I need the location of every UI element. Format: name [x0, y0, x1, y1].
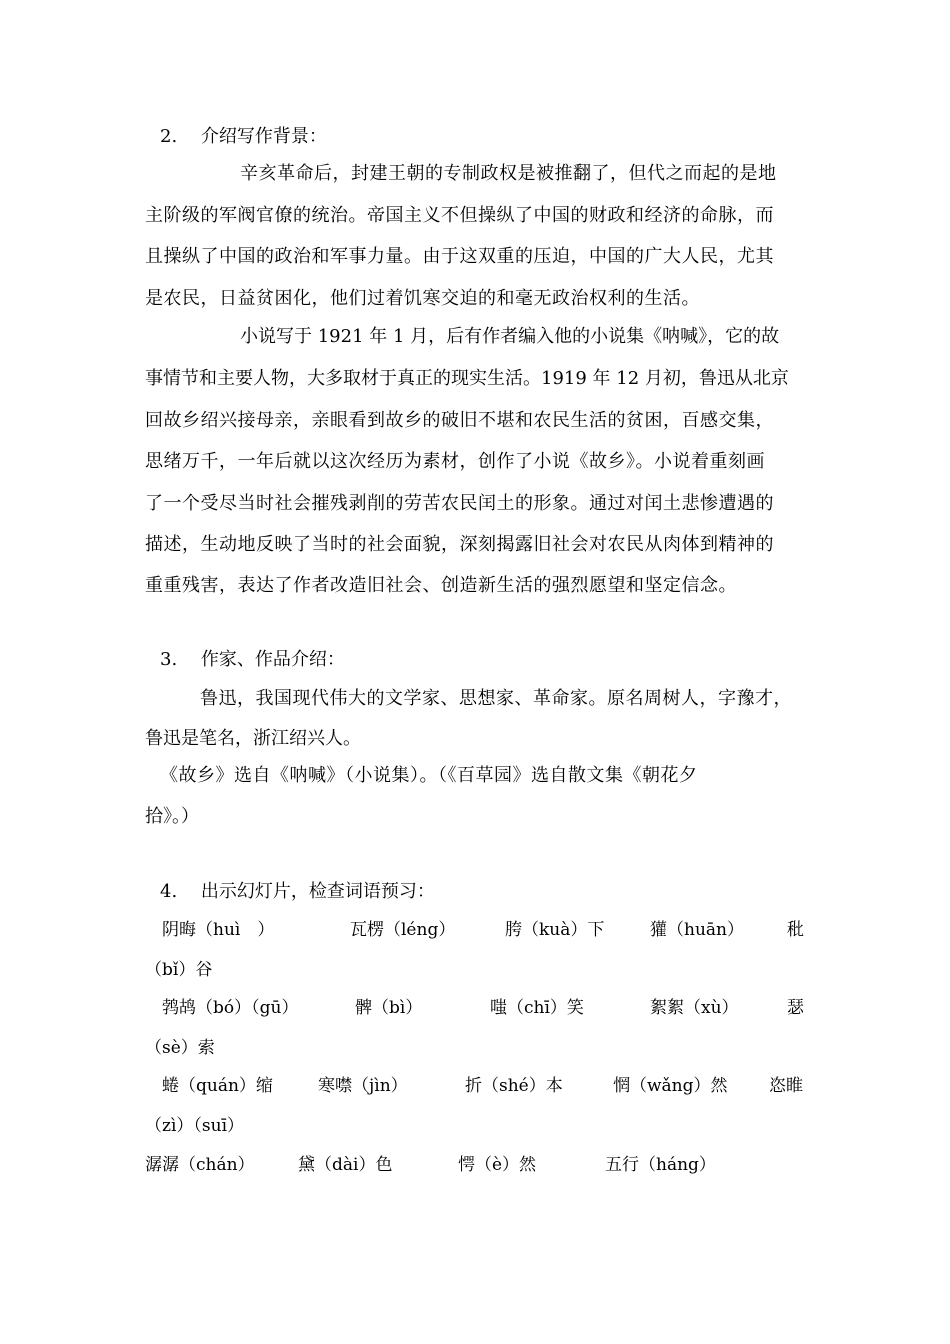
vocab-item: 胯（kuà）下	[505, 920, 605, 940]
author-para1-line1: 鲁迅，我国现代伟大的文学家、思想家、革命家。原名周树人，字豫才，	[200, 688, 792, 709]
author-para1-line2: 鲁迅是笔名，浙江绍兴人。	[145, 728, 361, 749]
vocab-item: 鹁鸪（bó）（gū）	[162, 998, 299, 1018]
background-para1-line3: 且操纵了中国的政治和军事力量。由于这双重的压迫，中国的广大人民，尤其	[145, 246, 774, 267]
vocab-item: 瓦楞（léng）	[350, 920, 456, 940]
vocab-item: 髀（bì）	[355, 998, 423, 1018]
vocab-item: 愕（è）然	[458, 1155, 537, 1175]
vocab-item: 嗤（chī）笑	[490, 998, 584, 1018]
vocab-item: 獾（huān）	[650, 920, 744, 940]
background-para1-line4: 是农民，日益贫困化，他们过着饥寒交迫的和毫无政治权利的生活。	[145, 288, 700, 309]
vocab-item: （sè）索	[145, 1038, 215, 1058]
background-para1-line2: 主阶级的军阀官僚的统治。帝国主义不但操纵了中国的财政和经济的命脉，而	[145, 205, 774, 226]
background-para2-line4: 思绪万千，一年后就以这次经历为素材，创作了小说《故乡》。小说着重刻画	[145, 451, 765, 472]
background-para2-line6: 描述，生动地反映了当时的社会面貌，深刻揭露旧社会对农民从肉体到精神的	[145, 534, 774, 555]
background-para2-line2: 事情节和主要人物，大多取材于真正的现实生活。1919 年 12 月初，鲁迅从北京	[145, 368, 789, 389]
vocab-item: 黛（dài）色	[298, 1155, 393, 1175]
section-3-heading: 3. 作家、作品介绍：	[160, 649, 345, 670]
vocab-item: 寒噤（jìn）	[318, 1076, 408, 1096]
vocab-item: 惘（wǎng）然	[613, 1076, 728, 1096]
author-para2-line1: 《故乡》选自《呐喊》（小说集）。（《百草园》选自散文集《朝花夕	[160, 765, 698, 786]
section-4-heading: 4. 出示幻灯片，检查词语预习：	[160, 881, 435, 902]
vocab-item: 折（shé）本	[465, 1076, 563, 1096]
section-2-heading: 2. 介绍写作背景：	[160, 126, 327, 147]
vocab-item: 恣睢	[769, 1076, 803, 1096]
vocab-item: 阴晦（huì ）	[162, 920, 275, 940]
vocab-item: 絮絮（xù）	[650, 998, 739, 1018]
vocab-item: 五行（háng）	[605, 1155, 716, 1175]
vocab-item: 潺潺（chán）	[145, 1155, 255, 1175]
author-para2-line2: 拾》。）	[145, 806, 199, 827]
vocab-item: 蜷（quán）缩	[162, 1076, 273, 1096]
background-para2-line7: 重重残害，表达了作者改造旧社会、创造新生活的强烈愿望和坚定信念。	[145, 575, 737, 596]
background-para2-line1: 小说写于 1921 年 1 月，后有作者编入他的小说集《呐喊》，它的故	[240, 326, 780, 347]
vocab-item: 秕	[787, 920, 804, 940]
background-para2-line5: 了一个受尽当时社会摧残剥削的劳苦农民闰土的形象。通过对闰土悲惨遭遇的	[145, 493, 774, 514]
vocab-item: 瑟	[787, 998, 804, 1018]
background-para2-line3: 回故乡绍兴接母亲，亲眼看到故乡的破旧不堪和农民生活的贫困，百感交集，	[145, 410, 774, 431]
vocab-item: （zì）（suī）	[145, 1116, 245, 1136]
vocab-item: （bǐ）谷	[145, 960, 213, 980]
background-para1-line1: 辛亥革命后，封建王朝的专制政权是被推翻了，但代之而起的是地	[240, 163, 777, 184]
